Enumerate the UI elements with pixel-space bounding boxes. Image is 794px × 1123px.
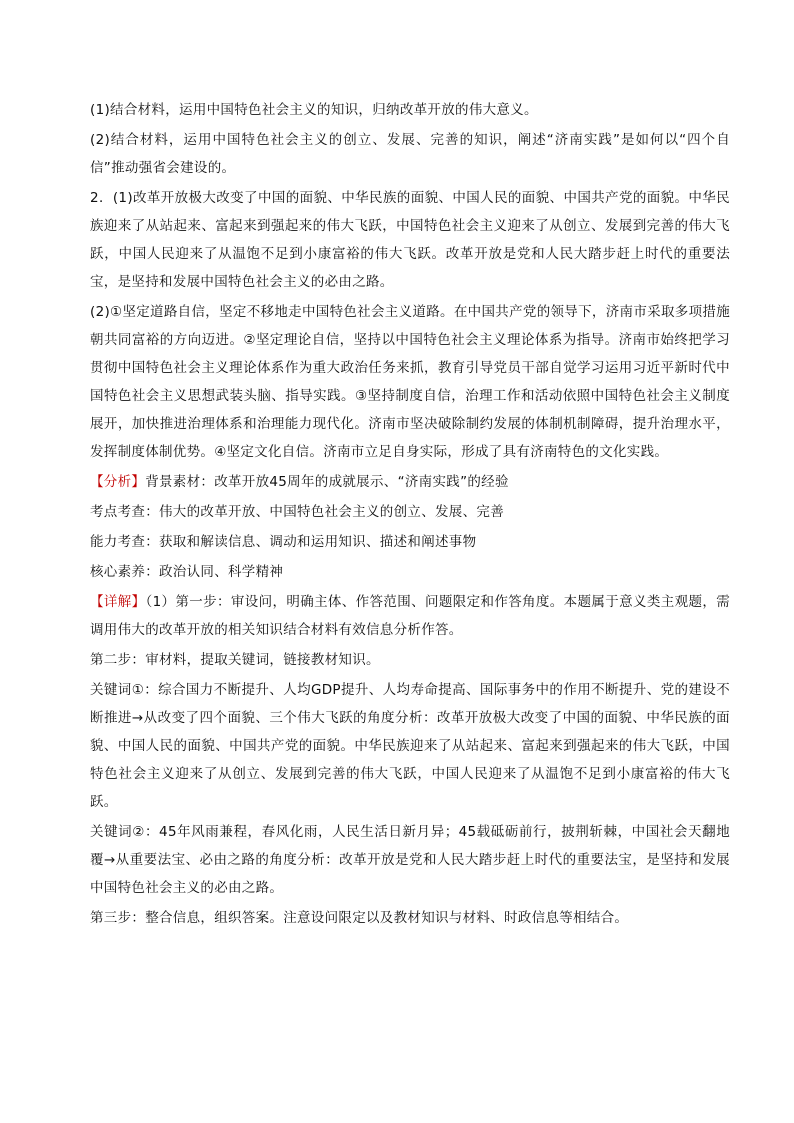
detail-keyword-2: 关键词②：45年风雨兼程，春风化雨，人民生活日新月异；45载砥砺前行，披荆斩棘，中国社会天翻地覆→从重要法宝、必由之路的角度分析：改革开放是党和人民大踏步赶上时代的重要法宝，是坚持和发展中国特色社会主义的必由之路。 [90, 824, 730, 896]
analysis-ability: 能力考查：获取和解读信息、调动和运用知识、描述和阐述事物 [90, 534, 477, 550]
question-2: (2)结合材料，运用中国特色社会主义的创立、发展、完善的知识，阐述“济南实践”是如何以“四个自信”推动强省会建设的。 [90, 132, 730, 176]
answer-1: 2．(1)改革开放极大改变了中国的面貌、中华民族的面貌、中国人民的面貌、中国共产党的面貌。中华民族迎来了从站起来、富起来到强起来的伟大飞跃，中国特色社会主义迎来了从创立、发展到完善的伟大飞跃，中国人民迎来了从温饱不足到小康富裕的伟大飞跃。改革开放是党和人民大踏步赶上时代的重要法宝，是坚持和发展中国特色社会主义的必由之路。 [90, 190, 730, 290]
analysis-points: 考点考查：伟大的改革开放、中国特色社会主义的创立、发展、完善 [90, 504, 504, 520]
analysis-literacy: 核心素养：政治认同、科学精神 [90, 564, 284, 580]
answer-2: (2)①坚定道路自信，坚定不移地走中国特色社会主义道路。在中国共产党的领导下，济南市采取多项措施朝共同富裕的方向迈进。②坚定理论自信，坚持以中国特色社会主义理论体系为指导。济南市始终把学习贯彻中国特色社会主义理论体系作为重大政治任务来抓，教育引导党员干部自觉学习运用习近平新时代中国特色社会主义思想武装头脑、指导实践。③坚持制度自信，治理工作和活动依照中国特色社会主义制度展开，加快推进治理体系和治理能力现代化。济南市坚决破除制约发展的体制机制障碍，提升治理水平，发挥制度体制优势。④坚定文化自信。济南市立足自身实际，形成了具有济南特色的文化实践。 [90, 304, 730, 460]
detail-step3: 第三步：整合信息，组织答案。注意设问限定以及教材知识与材料、时政信息等相结合。 [90, 910, 629, 926]
analysis-background [90, 468, 730, 496]
detail-step2: 第二步：审材料，提取关键词，链接教材知识。 [90, 652, 380, 668]
detail-label: 【详解】 [90, 594, 146, 610]
detail-step1 [90, 588, 730, 644]
document-body [90, 96, 730, 934]
detail-keyword-1: 关键词①：综合国力不断提升、人均GDP提升、人均寿命提高、国际事务中的作用不断提升、党的建设不断推进→从改变了四个面貌、三个伟大飞跃的角度分析：改革开放极大改变了中国的面貌、中华民族的面貌、中国人民的面貌、中国共产党的面貌。中华民族迎来了从站起来、富起来到强起来的伟大飞跃，中国特色社会主义迎来了从创立、发展到完善的伟大飞跃，中国人民迎来了从温饱不足到小康富裕的伟大飞跃。 [90, 682, 730, 810]
detail-step1-text: （1）第一步：审设问，明确主体、作答范围、问题限定和作答角度。本题属于意义类主观题，需调用伟大的改革开放的相关知识结合材料有效信息分析作答。 [90, 594, 730, 638]
analysis-background-text: 背景素材：改革开放45周年的成就展示、“济南实践”的经验 [145, 474, 509, 490]
analysis-label: 【分析】 [90, 474, 146, 490]
question-1: (1)结合材料，运用中国特色社会主义的知识，归纳改革开放的伟大意义。 [90, 102, 538, 118]
